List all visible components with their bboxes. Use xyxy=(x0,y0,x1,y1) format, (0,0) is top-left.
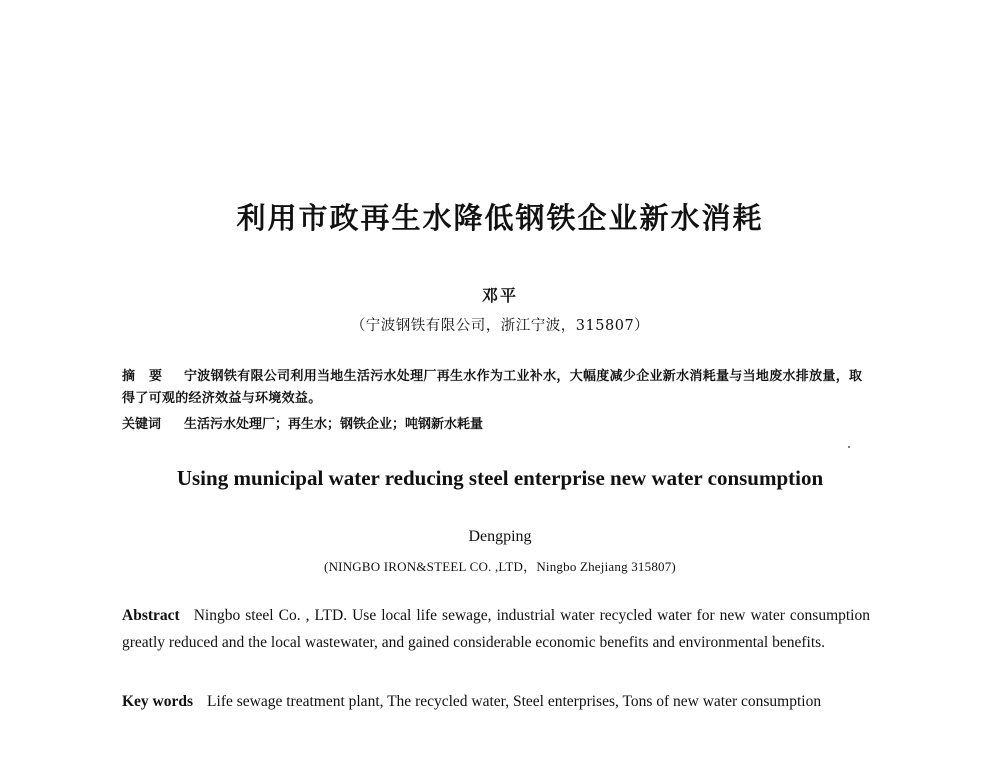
chinese-keywords-text: 生活污水处理厂；再生水；钢铁企业；吨钢新水耗量 xyxy=(184,417,484,432)
english-keywords-text: Life sewage treatment plant, The recycled water, Steel enterprises, Tons of new water consumption xyxy=(207,693,822,710)
chinese-abstract-text: 宁波钢铁有限公司利用当地生活污水处理厂再生水作为工业补水，大幅度减少企业新水消耗量与当地废水排放量，取得了可观的经济效益与环境效益。 xyxy=(122,369,863,406)
english-abstract-text: Ningbo steel Co. , LTD. Use local life sewage, industrial water recycled water for new water consumption greatly reduced and the local wastewater, and gained considerable economic benefits and environmental benefits. xyxy=(122,607,870,651)
chinese-title: 利用市政再生水降低钢铁企业新水消耗 xyxy=(236,201,764,235)
english-title: Using municipal water reducing steel enterprise new water consumption xyxy=(176,466,824,490)
chinese-author: 邓平 xyxy=(481,286,518,305)
english-author: Dengping xyxy=(468,528,532,545)
english-keywords xyxy=(122,688,870,715)
chinese-keywords xyxy=(122,414,874,436)
english-abstract-label: Abstract xyxy=(122,607,180,624)
chinese-affiliation: （宁波钢铁有限公司，浙江宁波，315807） xyxy=(350,318,650,334)
english-affiliation: (NINGBO IRON&STEEL CO. ,LTD，Ningbo Zhejiang 315807) xyxy=(324,559,676,574)
chinese-abstract xyxy=(122,366,874,410)
english-abstract xyxy=(122,602,870,656)
chinese-keywords-label: 关键词 xyxy=(122,417,162,432)
chinese-abstract-label: 摘要 xyxy=(122,369,177,384)
stray-mark xyxy=(848,446,850,448)
english-keywords-label: Key words xyxy=(122,693,194,710)
